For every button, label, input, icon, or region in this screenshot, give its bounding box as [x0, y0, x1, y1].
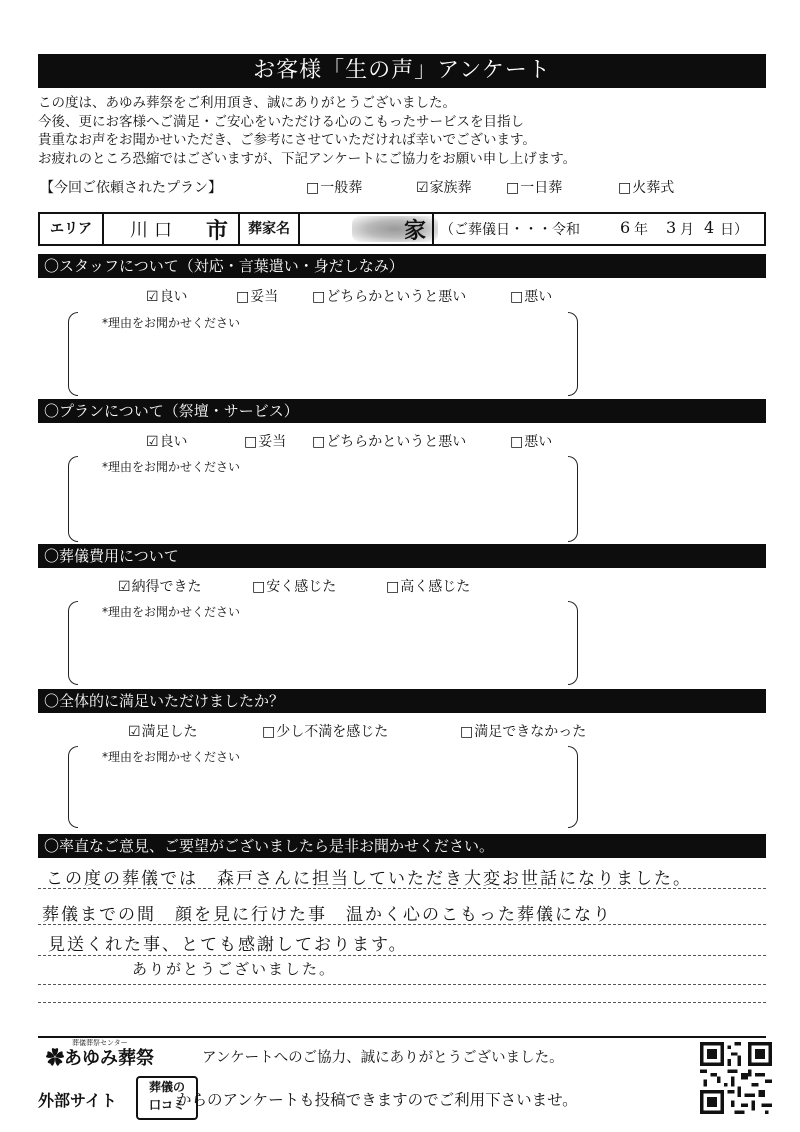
area-label: エリア	[50, 221, 92, 237]
ruled-line	[38, 924, 766, 925]
section-plan-title: 〇プランについて（祭壇・サービス）	[38, 399, 766, 423]
bracket-right	[568, 456, 578, 542]
bracket-left	[68, 601, 78, 685]
plan-eval-option-fair[interactable]: □ 妥当	[244, 431, 286, 451]
footer-rule	[38, 1036, 766, 1038]
logo-subtitle: 葬儀葬祭センター	[72, 1039, 128, 1047]
overall-option-unsatisfied[interactable]: □ 満足できなかった	[460, 721, 586, 741]
year-unit: 年	[634, 222, 648, 238]
cost-option-cheap[interactable]: □ 安く感じた	[252, 576, 336, 596]
ruled-line	[38, 888, 766, 889]
bracket-left	[68, 746, 78, 828]
comment-line-3: 見送くれた事、とても感謝しております。	[48, 935, 408, 955]
month-unit: 月	[680, 222, 694, 238]
city-suffix: 市	[206, 219, 229, 244]
cost-reason-box[interactable]	[68, 601, 578, 685]
plan-label: 【今回ご依頼されたプラン】	[40, 180, 222, 196]
ruled-line	[38, 1002, 766, 1003]
section-comments-title: 〇率直なご意見、ご要望がございましたら是非お聞かせください。	[38, 834, 766, 858]
family-suffix: 家	[404, 219, 427, 244]
footer	[38, 1036, 778, 1126]
bracket-right	[568, 312, 578, 396]
section-staff-title: 〇スタッフについて（対応・言葉遣い・身だしなみ）	[38, 254, 766, 278]
intro-line: この度は、あゆみ葬祭をご利用頂き、誠にありがとうございました。	[38, 95, 456, 111]
overall-option-slightly-unsatisfied[interactable]: □ 少し不満を感じた	[262, 721, 388, 741]
bracket-right	[568, 746, 578, 828]
cost-option-expensive[interactable]: □ 高く感じた	[386, 576, 470, 596]
bracket-right	[568, 601, 578, 685]
divider	[102, 214, 104, 244]
plan-option-general[interactable]: □ 一般葬	[306, 177, 362, 197]
intro-line: 貴重なお声をお聞かせいただき、ご参考にさせていただければ幸いでございます。	[38, 132, 536, 148]
section-overall-title: 〇全体的に満足いただけましたか？	[38, 689, 766, 713]
day-value: 4	[704, 218, 715, 237]
reason-label: *理由をお聞かせください	[102, 750, 241, 764]
day-unit: 日）	[720, 222, 748, 238]
reason-label: *理由をお聞かせください	[102, 605, 241, 619]
comment-line-1: この度の葬儀では 森戸さんに担当していただき大変お世話になりました。	[46, 869, 692, 889]
plan-row	[40, 177, 780, 199]
flower-icon: ✿	[46, 1048, 64, 1069]
section-cost-title: 〇葬儀費用について	[38, 544, 766, 568]
intro-text	[38, 94, 778, 168]
review-site-line1: 葬儀の	[148, 1080, 185, 1094]
qr-code-icon[interactable]	[700, 1042, 772, 1114]
ayumi-logo	[46, 1039, 154, 1070]
staff-option-fair[interactable]: □ 妥当	[236, 286, 278, 306]
divider	[298, 214, 300, 244]
plan-option-cremation[interactable]: □ 火葬式	[618, 177, 674, 197]
plan-reason-box[interactable]	[68, 456, 578, 542]
cost-option-satisfied[interactable]: ☑ 納得できた	[118, 576, 202, 596]
reason-label: *理由をお聞かせください	[102, 460, 241, 474]
comment-line-4: ありがとうございました。	[132, 960, 337, 978]
intro-line: お疲れのところ恐縮ではございますが、下記アンケートにご協力をお願い申し上げます。	[38, 150, 577, 167]
staff-option-good[interactable]: ☑ 良い	[146, 286, 188, 306]
staff-option-bad[interactable]: □ 悪い	[510, 286, 552, 306]
reason-label: *理由をお聞かせください	[102, 316, 241, 330]
funeral-date-label: （ご葬儀日・・・令和	[440, 222, 580, 238]
staff-option-somewhat-bad[interactable]: □ どちらかというと悪い	[312, 286, 466, 306]
bracket-left	[68, 456, 78, 542]
plan-option-family[interactable]: ☑ 家族葬	[416, 177, 472, 197]
ruled-line	[38, 984, 766, 985]
footer-thanks: アンケートへのご協力、誠にありがとうございました。	[202, 1050, 564, 1066]
info-row	[38, 212, 766, 246]
plan-eval-option-bad[interactable]: □ 悪い	[510, 431, 552, 451]
logo-text: あゆみ葬祭	[64, 1048, 154, 1069]
overall-option-satisfied[interactable]: ☑ 満足した	[128, 721, 198, 741]
plan-eval-option-good[interactable]: ☑ 良い	[146, 431, 188, 451]
bracket-left	[68, 312, 78, 396]
divider	[432, 214, 434, 244]
overall-reason-box[interactable]	[68, 746, 578, 828]
plan-option-oneday[interactable]: □ 一日葬	[506, 177, 562, 197]
staff-reason-box[interactable]	[68, 312, 578, 396]
external-site-label: 外部サイト	[38, 1091, 117, 1110]
month-value: 3	[666, 218, 677, 237]
plan-eval-option-somewhat-bad[interactable]: □ どちらかというと悪い	[312, 431, 466, 451]
area-value: 川口	[130, 220, 178, 241]
review-site-line2: 口コミ	[148, 1098, 185, 1112]
ruled-line	[38, 955, 766, 956]
intro-line: 今後、更にお客様へご満足・ご安心をいただける心のこもったサービスを目指し	[38, 113, 524, 130]
survey-title: お客様「生の声」アンケート	[38, 54, 766, 88]
year-value: 6	[620, 218, 631, 237]
footer-site-text: からのアンケートも投稿できますのでご利用下さいませ。	[176, 1091, 578, 1109]
comment-line-2: 葬儀までの間 顔を見に行けた事 温かく心のこもった葬儀になり	[42, 905, 612, 925]
family-name-label: 葬家名	[248, 221, 290, 237]
